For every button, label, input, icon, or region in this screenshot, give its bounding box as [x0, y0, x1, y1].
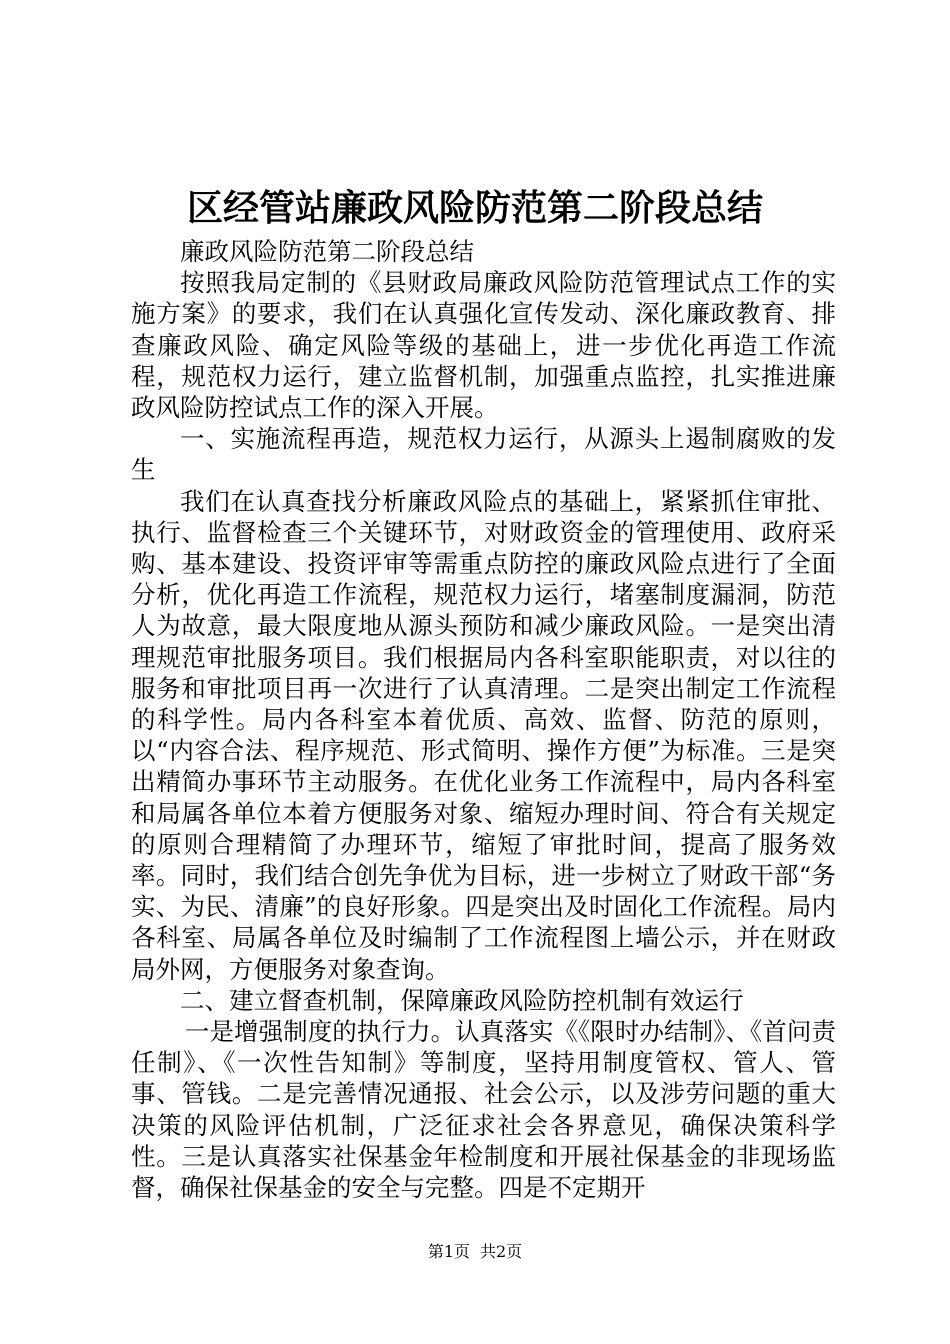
document-body: [131, 236, 836, 1203]
body-paragraph: 我们在认真查找分析廉政风险点的基础上，紧紧抓住审批、执行、监督检查三个关键环节，对财政资金的管理使用、政府采购、基本建设、投资评审等需重点防控的廉政风险点进行了全面分析，优化再造工作流程，规范权力运行，堵塞制度漏洞，防范人为故意，最大限度地从源头预防和减少廉政风险。一是突出清理规范审批服务项目。我们根据局内各科室职能职责，对以往的服务和审批项目再一次进行了认真清理。二是突出制定工作流程的科学性。局内各科室本着优质、高效、监督、防范的原则，以“内容合法、程序规范、形式简明、操作方便”为标准。三是突出精简办事环节主动服务。在优化业务工作流程中，局内各科室和局属各单位本着方便服务对象、缩短办理时间、符合有关规定的原则合理精简了办理环节，缩短了审批时间，提高了服务效率。同时，我们结合创先争优为目标，进一步树立了财政干部“务实、为民、清廉”的良好形象。四是突出及时固化工作流程。局内各科室、局属各单位及时编制了工作流程图上墙公示，并在财政局外网，方便服务对象查询。: [131, 486, 836, 984]
page-total: 共2页: [480, 1242, 523, 1261]
page-number: 第1页: [427, 1242, 470, 1261]
body-paragraph: 一是增强制度的执行力。认真落实《《限时办结制》、《首问责任制》、《一次性告知制》等制度，坚持用制度管权、管人、管事、管钱。二是完善情况通报、社会公示，以及涉劳问题的重大决策的风险评估机制，广泛征求社会各界意见，确保决策科学性。三是认真落实社保基金年检制度和开展社保基金的非现场监督，确保社保基金的安全与完整。四是不定期开: [131, 1017, 836, 1203]
section-heading-1: 一、实施流程再造，规范权力运行，从源头上遏制腐败的发生: [131, 424, 836, 485]
intro-paragraph: 按照我局定制的《县财政局廉政风险防范管理试点工作的实施方案》的要求，我们在认真强化宣传发动、深化廉政教育、排查廉政风险、确定风险等级的基础上，进一步优化再造工作流程，规范权力运行，建立监督机制，加强重点监控，扎实推进廉政风险防控试点工作的深入开展。: [131, 268, 836, 423]
document-title: 区经管站廉政风险防范第二阶段总结: [186, 187, 763, 229]
section-heading-2: 二、建立督查机制，保障廉政风险防控机制有效运行: [180, 985, 744, 1015]
page-footer: [0, 1241, 950, 1263]
subtitle-paragraph: 廉政风险防范第二阶段总结: [180, 237, 474, 266]
